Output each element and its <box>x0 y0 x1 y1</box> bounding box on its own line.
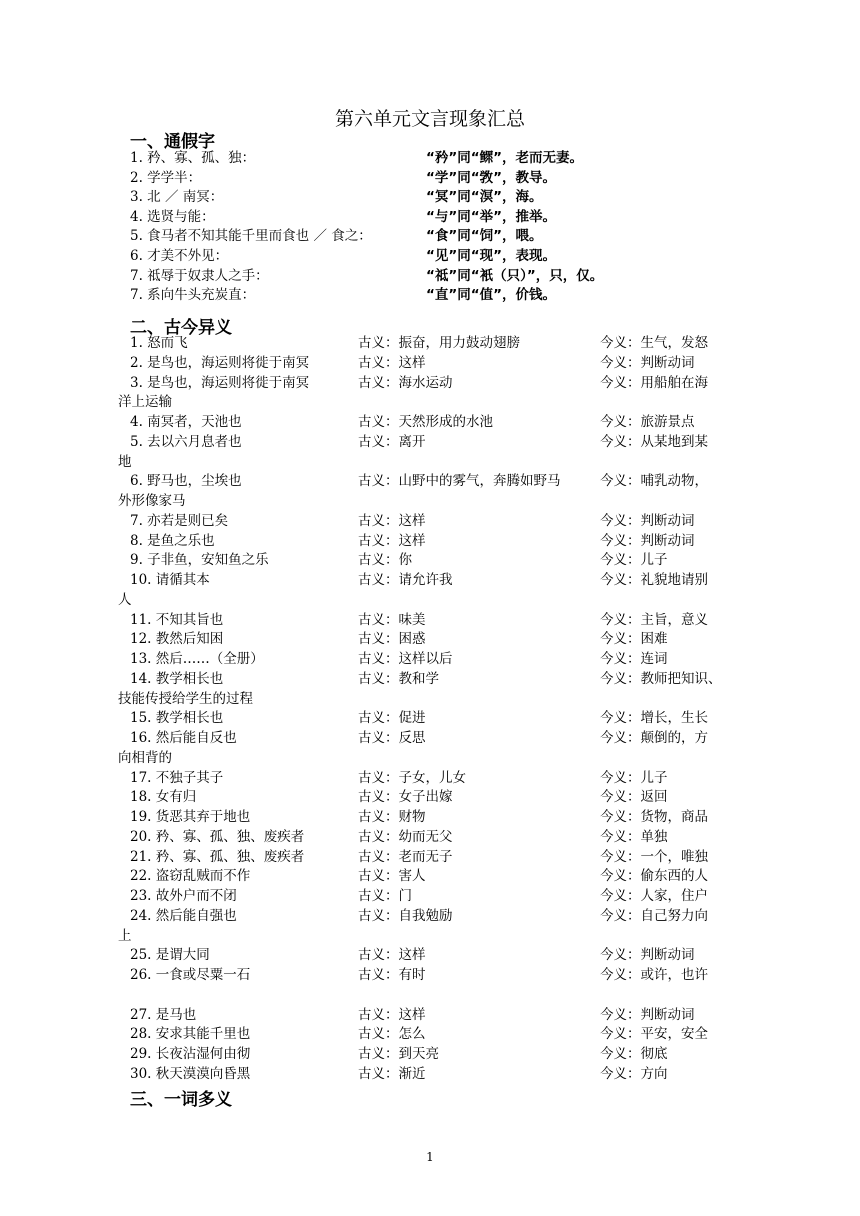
gujin-row <box>130 333 730 353</box>
gujin-source: 23. 故外户而不闭 <box>130 888 237 904</box>
gujin-modern-meaning: 今义：彻底 <box>600 1046 668 1062</box>
gujin-ancient-meaning: 古义：自我勉励 <box>358 907 453 924</box>
gujin-source: 20. 矜、寡、孤、独、废疾者 <box>130 828 305 845</box>
gujin-ancient-meaning: 古义：老而无子 <box>358 848 453 865</box>
gujin-modern-meaning: 今义：增长，生长 <box>600 710 708 727</box>
gujin-row <box>130 906 730 926</box>
tongjiazi-source: 2. 学学半： <box>130 169 202 186</box>
gujin-ancient-meaning: 古义：怎么 <box>358 1026 426 1043</box>
gujin-source: 12. 教然后知困 <box>130 631 224 648</box>
tongjiazi-row <box>130 148 730 168</box>
gujin-modern-meaning: 今义：人家，住户 <box>600 888 708 904</box>
gujin-ancient-meaning: 古义：这样 <box>358 532 426 549</box>
gujin-modern-meaning: 今义：哺乳动物， <box>600 473 708 490</box>
gujin-ancient-meaning: 古义：财物 <box>358 809 426 825</box>
gujin-wrap-line: 外形像家马 <box>118 493 186 509</box>
gujin-row <box>130 1044 730 1064</box>
gujin-wrap-line: 技能传授给学生的过程 <box>118 690 253 707</box>
gujin-row <box>130 373 730 393</box>
tongjiazi-source: 5. 食马者不知其能千里而食也 ／ 食之： <box>130 228 372 245</box>
gujin-source: 22. 盗窃乱贼而不作 <box>130 868 251 885</box>
gujin-source: 10. 请循其本 <box>130 572 210 588</box>
gujin-source: 1. 怒而飞 <box>130 335 188 351</box>
gujin-source: 14. 教学相长也 <box>130 670 224 687</box>
gujin-ancient-meaning: 古义：请允许我 <box>358 572 453 588</box>
gujin-ancient-meaning: 古义：这样 <box>358 512 426 529</box>
tongjiazi-row <box>130 285 730 305</box>
gujin-row <box>130 353 730 373</box>
gujin-row <box>130 432 730 452</box>
gujin-modern-meaning: 今义：或许，也许 <box>600 967 708 983</box>
gujin-modern-meaning: 今义：连词 <box>600 651 668 667</box>
gujin-ancient-meaning: 古义：有时 <box>358 967 426 983</box>
gujin-modern-meaning: 今义：儿子 <box>600 769 668 786</box>
tongjiazi-explanation: “矜”同“鳏”，老而无妻。 <box>426 150 583 166</box>
gujin-source: 21. 矜、寡、孤、独、废疾者 <box>130 848 305 865</box>
gujin-ancient-meaning: 古义：反思 <box>358 730 426 746</box>
gujin-ancient-meaning: 古义：这样 <box>358 947 426 964</box>
gujin-wrap-line: 人 <box>118 591 132 608</box>
gujin-source: 17. 不独子其子 <box>130 769 224 786</box>
gujin-ancient-meaning: 古义：海水运动 <box>358 374 453 391</box>
gujin-ancient-meaning: 古义：这样 <box>358 1006 426 1023</box>
tongjiazi-source: 7. 系向牛头充炭直： <box>130 287 256 304</box>
gujin-row <box>130 471 730 491</box>
gujin-modern-meaning: 今义：偷东西的人 <box>600 868 708 885</box>
gujin-modern-meaning: 今义：判断动词 <box>600 1006 695 1023</box>
gujin-ancient-meaning: 古义：你 <box>358 552 412 569</box>
gujin-modern-meaning: 今义：单独 <box>600 828 668 845</box>
gujin-modern-meaning: 今义：判断动词 <box>600 512 695 529</box>
gujin-modern-meaning: 今义：用船舶在海 <box>600 374 708 391</box>
gujin-source: 15. 教学相长也 <box>130 710 224 727</box>
gujin-wrap-line: 上 <box>118 927 132 944</box>
gujin-source: 25. 是谓大同 <box>130 947 210 964</box>
gujin-ancient-meaning: 古义：山野中的雾气，奔腾如野马 <box>358 473 561 490</box>
gujin-source: 6. 野马也，尘埃也 <box>130 473 242 490</box>
gujin-row <box>130 886 730 906</box>
gujin-ancient-meaning: 古义：害人 <box>358 868 426 885</box>
tongjiazi-explanation: “与”同“举”，推举。 <box>426 208 556 225</box>
gujin-ancient-meaning: 古义：幼而无父 <box>358 828 453 845</box>
gujin-row <box>130 866 730 886</box>
gujin-source: 2. 是鸟也，海运则将徙于南冥 <box>130 354 310 371</box>
gujin-modern-meaning: 今义：一个，唯独 <box>600 848 708 865</box>
gujin-row <box>130 708 730 728</box>
page-title: 第六单元文言现象汇总 <box>334 108 525 130</box>
gujin-ancient-meaning: 古义：教和学 <box>358 670 439 687</box>
gujin-source: 3. 是鸟也，海运则将徙于南冥 <box>130 374 310 391</box>
gujin-modern-meaning: 今义：方向 <box>600 1065 668 1082</box>
tongjiazi-source: 1. 矜、寡、孤、独： <box>130 150 256 166</box>
gujin-ancient-meaning: 古义：振奋，用力鼓动翅膀 <box>358 335 520 351</box>
gujin-ancient-meaning: 古义：困惑 <box>358 631 426 648</box>
tongjiazi-explanation: “食”同“饲”，喂。 <box>426 228 543 245</box>
gujin-ancient-meaning: 古义：女子出嫁 <box>358 789 453 806</box>
tongjiazi-row <box>130 207 730 227</box>
gujin-modern-meaning: 今义：礼貌地请别 <box>600 572 708 588</box>
gujin-row <box>130 847 730 867</box>
gujin-ancient-meaning: 古义：这样 <box>358 354 426 371</box>
gujin-row <box>130 550 730 570</box>
gujin-source: 8. 是鱼之乐也 <box>130 532 215 549</box>
gujin-source: 11. 不知其旨也 <box>130 611 224 628</box>
gujin-ancient-meaning: 古义：味美 <box>358 611 426 628</box>
gujin-source: 13. 然后……（全册） <box>130 651 264 667</box>
gujin-source: 16. 然后能自反也 <box>130 730 237 746</box>
gujin-modern-meaning: 今义：旅游景点 <box>600 414 695 430</box>
tongjiazi-explanation: “冥”同“溟”，海。 <box>426 189 543 206</box>
gujin-ancient-meaning: 古义：门 <box>358 888 412 904</box>
gujin-row <box>130 610 730 630</box>
gujin-source: 19. 货恶其弃于地也 <box>130 809 251 825</box>
section-heading-tongjiazi: 一、通假字 <box>130 132 215 152</box>
tongjiazi-explanation: “见”同“现”，表现。 <box>426 248 556 264</box>
gujin-modern-meaning: 今义：从某地到某 <box>600 433 708 450</box>
gujin-wrap-line: 地 <box>118 453 132 470</box>
gujin-source: 24. 然后能自强也 <box>130 907 237 924</box>
gujin-modern-meaning: 今义：教师把知识、 <box>600 670 722 687</box>
gujin-row <box>130 412 730 432</box>
gujin-modern-meaning: 今义：困难 <box>600 631 668 648</box>
gujin-modern-meaning: 今义：儿子 <box>600 552 668 569</box>
gujin-wrap-line: 洋上运输 <box>118 394 172 411</box>
gujin-row <box>130 768 730 788</box>
gujin-source: 27. 是马也 <box>130 1006 197 1023</box>
gujin-ancient-meaning: 古义：子女，儿女 <box>358 769 466 786</box>
gujin-ancient-meaning: 古义：促进 <box>358 710 426 727</box>
gujin-row <box>130 728 730 748</box>
tongjiazi-row <box>130 187 730 207</box>
section-heading-gujinyiyi: 二、古今异义 <box>130 318 232 338</box>
gujin-source: 29. 长夜沾湿何由彻 <box>130 1046 251 1062</box>
gujin-modern-meaning: 今义：颠倒的，方 <box>600 730 708 746</box>
tongjiazi-row <box>130 266 730 286</box>
gujin-modern-meaning: 今义：自己努力向 <box>600 907 708 924</box>
gujin-modern-meaning: 今义：返回 <box>600 789 668 806</box>
gujin-source: 30. 秋天漠漠向昏黑 <box>130 1065 251 1082</box>
tongjiazi-source: 4. 选贤与能： <box>130 208 215 225</box>
gujin-source: 7. 亦若是则已矣 <box>130 512 229 529</box>
gujin-ancient-meaning: 古义：天然形成的水池 <box>358 414 493 430</box>
gujin-row <box>130 531 730 551</box>
tongjiazi-row <box>130 226 730 246</box>
gujin-modern-meaning: 今义：平安，安全 <box>600 1026 708 1043</box>
gujin-ancient-meaning: 古义：到天亮 <box>358 1046 439 1062</box>
gujin-ancient-meaning: 古义：这样以后 <box>358 651 453 667</box>
gujin-row <box>130 1005 730 1025</box>
gujin-row <box>130 965 730 985</box>
gujin-modern-meaning: 今义：主旨，意义 <box>600 611 708 628</box>
gujin-row <box>130 629 730 649</box>
gujin-modern-meaning: 今义：判断动词 <box>600 947 695 964</box>
gujin-modern-meaning: 今义：生气，发怒 <box>600 335 708 351</box>
gujin-modern-meaning: 今义：货物，商品 <box>600 809 708 825</box>
section-heading-yiciduoyi: 三、一词多义 <box>130 1090 232 1110</box>
tongjiazi-source: 7. 祗辱于奴隶人之手： <box>130 267 269 284</box>
tongjiazi-source: 3. 北 ／ 南冥： <box>130 189 224 206</box>
gujin-row <box>130 945 730 965</box>
tongjiazi-explanation: “直”同“值”，价钱。 <box>426 287 556 304</box>
gujin-row <box>130 1064 730 1084</box>
gujin-modern-meaning: 今义：判断动词 <box>600 532 695 549</box>
gujin-source: 4. 南冥者，天池也 <box>130 414 242 430</box>
tongjiazi-row <box>130 246 730 266</box>
gujin-ancient-meaning: 古义：离开 <box>358 433 426 450</box>
gujin-source: 9. 子非鱼，安知鱼之乐 <box>130 552 269 569</box>
gujin-source: 18. 女有归 <box>130 789 197 806</box>
gujin-row <box>130 827 730 847</box>
gujin-source: 28. 安求其能千里也 <box>130 1026 251 1043</box>
tongjiazi-explanation: “祗”同“衹（只）”，只，仅。 <box>426 267 604 284</box>
tongjiazi-explanation: “学”同“敩”，教导。 <box>426 169 556 186</box>
gujin-wrap-line: 向相背的 <box>118 749 172 766</box>
gujin-row <box>130 1024 730 1044</box>
gujin-row <box>130 787 730 807</box>
page-number: 1 <box>426 1150 434 1164</box>
gujin-row <box>130 511 730 531</box>
gujin-modern-meaning: 今义：判断动词 <box>600 354 695 371</box>
gujin-source: 26. 一食或尽粟一石 <box>130 967 251 983</box>
gujin-row <box>130 570 730 590</box>
gujin-row <box>130 669 730 689</box>
tongjiazi-row <box>130 168 730 188</box>
gujin-source: 5. 去以六月息者也 <box>130 433 242 450</box>
gujin-row <box>130 807 730 827</box>
gujin-row <box>130 649 730 669</box>
gujin-ancient-meaning: 古义：渐近 <box>358 1065 426 1082</box>
tongjiazi-source: 6. 才美不外见： <box>130 248 229 264</box>
